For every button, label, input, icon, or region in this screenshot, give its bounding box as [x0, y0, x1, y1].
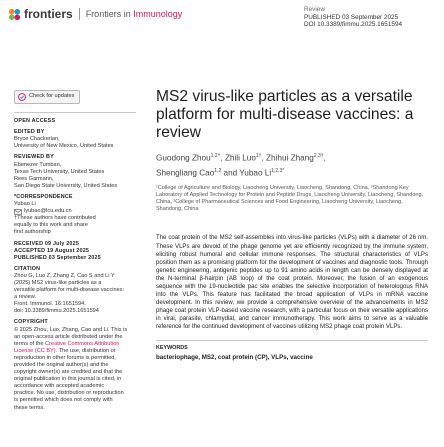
copyright-heading: COPYRIGHT — [14, 319, 48, 326]
copyright-line: these terms. — [14, 404, 45, 411]
copyright-line: provided the original author(s) and the — [14, 362, 109, 368]
copyright-line: © 2025 Zhou, Luo, Zhang, Cao and Li. This is — [14, 326, 128, 333]
article-title: MS2 virus-like particles as a versatile platform for multi-disease vaccines: a review — [156, 88, 414, 141]
author-name[interactable]: Yubao Li — [239, 168, 272, 178]
cc-license-link[interactable]: Creative Commons Attribution — [45, 340, 120, 347]
author-affiliation-mark: 1† — [255, 153, 262, 159]
affiliations: ¹College of Agriculture and Biology, Liaocheng University, Liaocheng, Shandong, China, ²Shandong Key Laboratory of Applied Technology for Protein and Peptide Drugs, Liaocheng University, Liaocheng, Shandong, China, ³College of Pharmaceutical Sciences and Food Engineering, Liaocheng University, Liaocheng, Shandong, China — [156, 185, 424, 213]
copyright-text: terms of the — [14, 340, 46, 347]
reviewer-name: Rees Garmann, — [14, 175, 54, 182]
contribution-note: equally to this work and share — [14, 222, 89, 229]
keywords-list: bacteriophage, MS2, coat protein (CP), VLPs, vaccine — [156, 354, 313, 362]
check-for-updates-icon — [18, 93, 26, 101]
article-main — [156, 88, 428, 361]
copyright-line — [14, 348, 136, 355]
copyright-line — [14, 341, 136, 348]
received-date: RECEIVED 09 July 2025 — [14, 240, 80, 247]
cc-license-link[interactable]: License (CC BY). — [14, 347, 58, 354]
email-icon — [14, 209, 22, 215]
sidebar — [14, 90, 136, 412]
accepted-date: ACCEPTED 19 August 2025 — [14, 247, 90, 254]
copyright-line: is permitted which does not comply with — [14, 397, 113, 404]
edited-by-heading: EDITED BY — [14, 129, 45, 136]
author-name[interactable]: Zhihui Zhang — [266, 153, 314, 163]
author-affiliation-mark: 2,3† — [313, 153, 324, 159]
copyright-text: The use, distribution or — [58, 347, 116, 354]
contribution-note: first authorship — [14, 229, 51, 236]
page-header — [0, 0, 444, 30]
correspondence-email[interactable]: lyubao@lcu.edu.cn — [24, 208, 72, 215]
reviewer-affiliation: San Diego State University, United States — [14, 182, 118, 189]
journal-prefix: Frontiers in — [85, 9, 134, 19]
citation-heading: CITATION — [14, 265, 41, 272]
contribution-note: †These authors have contributed — [14, 215, 96, 222]
correspondence-name: Yubao Li — [14, 201, 36, 208]
correspondence-heading: *CORRESPONDENCE — [14, 193, 73, 200]
reviewer-affiliation: Texas Tech University, United States — [14, 168, 105, 175]
logo-divider — [79, 8, 80, 20]
check-updates-button[interactable] — [14, 90, 80, 104]
article-type: Review — [304, 6, 325, 13]
keywords-heading: KEYWORDS — [156, 345, 188, 352]
citation-line: a review. — [14, 294, 37, 301]
citation-line: (2025) MS2 virus-like particles as a — [14, 279, 102, 286]
open-access-section — [14, 112, 136, 125]
keywords-section — [156, 340, 428, 361]
author-name[interactable]: Zhili Luo — [224, 153, 256, 163]
doi-link[interactable]: DOI 10.3389/fimmu.2025.1651594 — [304, 21, 403, 29]
copyright-line: original publication in this journal is cited, in — [14, 376, 122, 383]
reviewed-by-heading: REVIEWED BY — [14, 154, 54, 161]
abstract: The coat protein of the MS2 self-assembles into virus-like particles (VLPs) with a diameter of 26 nm. These VLPs are devoid of the phage genome yet are efficiently recognized by the immune system, eliciting robust humoral and cellular immune responses. The structural characteristics of VLPs position them as a promising platform for the development of vaccines and diagnostic tools. Through genetic engineering, antigenic peptides up to 91 amino acids in length can be densely displayed at the N-terminal β-hairpin (AB loop) of the coat protein. Moreover, the fusion of an exogenous sequence with the 19-nucleotide pac site enables the selective incorporation of heterologous RNA into the VLPs. This feature has facilitated the broad application of VLPs in mRNA vaccine development. In this review, we provide a comprehensive overview of the advancements in MS2 phage coat protein VLP-based vaccine research, with a particular focus on their versatile applications in viral, parasite, chlamydial, and cancer immunotherapy. This work aims to serve as a valuable reference for the continued development of vaccines utilizing MS2 phage coat protein VLPs. — [156, 235, 428, 330]
citation-doi[interactable]: doi: 10.3389/fimmu.2025.1651594 — [14, 308, 99, 315]
author-affiliation-mark: 1,2 — [214, 167, 222, 174]
check-updates-label: Check for updates — [29, 93, 75, 100]
published-date-sidebar: PUBLISHED 03 September 2025 — [14, 254, 101, 261]
open-access-label: OPEN ACCESS — [14, 118, 56, 125]
editor-name: Bryce Chackerian, — [14, 136, 60, 143]
journal-accent: Immunology — [133, 9, 183, 19]
author-name[interactable]: Guodong Zhou — [156, 153, 211, 163]
author-affiliation-mark: 1,2,3* — [271, 167, 285, 174]
brand-name: frontiers — [24, 7, 73, 21]
author-name[interactable]: Shengliang Cao — [156, 168, 215, 178]
journal-name — [86, 9, 183, 19]
author-list: Guodong Zhou$^{1,2\dagger}$, Zhili Luo$^{1\dagger}$, Zhihui Zhang$^{2,3\dagger}$, Shengliang Cao$^{1,2}$ and Yubao $Li^{1,2,3*}$ — [156, 153, 326, 178]
citation-line: Zhou G, Luo Z, Zhang Z, Cao S and Li Y — [14, 272, 115, 279]
published-date: PUBLISHED 03 September 2025 — [304, 13, 399, 21]
correspondence-email-row[interactable] — [14, 208, 136, 215]
copyright-line: reproduction in other forums is permitted, — [14, 354, 116, 361]
reviewer-name: Ebenezer Tumban, — [14, 161, 62, 168]
frontiers-logo[interactable] — [8, 7, 182, 21]
editor-affiliation: University of New Mexico, United States — [14, 143, 114, 150]
copyright-line: copyright owner(s) are credited and that the — [14, 369, 123, 376]
copyright-line: practice. No use, distribution or reproduction — [14, 390, 124, 397]
article-meta — [304, 6, 402, 29]
citation-line: versatile platform for multi-disease vaccines: — [14, 287, 125, 294]
copyright-line: accordance with accepted academic — [14, 383, 105, 390]
frontiers-logo-icon — [8, 8, 21, 21]
citation-line: Front. Immunol. 16:1651594. — [14, 301, 86, 308]
copyright-line: an open-access article distributed under the — [14, 333, 123, 340]
author-affiliation-mark: 1,2† — [210, 153, 221, 159]
